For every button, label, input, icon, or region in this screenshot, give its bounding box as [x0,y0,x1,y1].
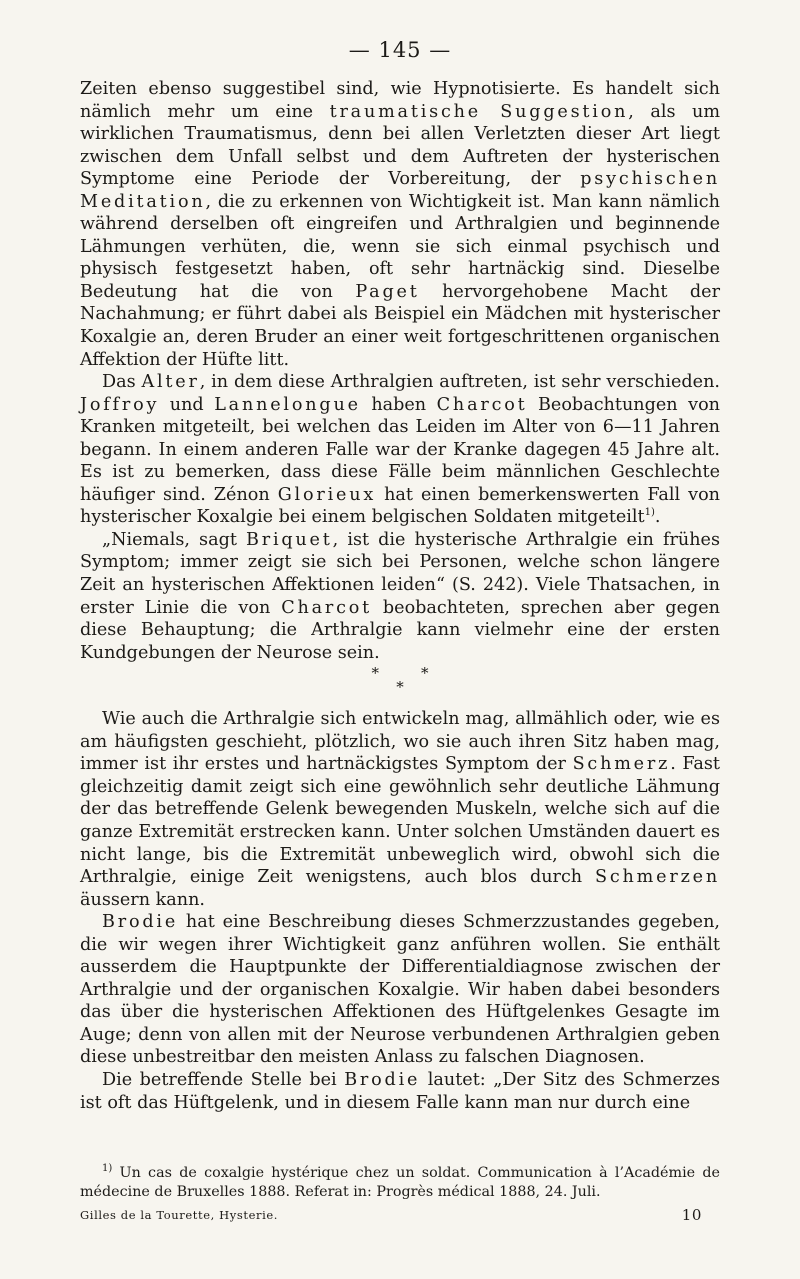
body-text [80,78,720,1114]
text-run: lautet: „Der Sitz des Schmerzes ist oft das Hüftgelenk, und in diesem Falle kann man nur durch eine [80,1069,720,1113]
page-number: — 145 — [348,38,452,62]
spaced-name: Paget [355,281,420,302]
spaced-name: Brodie [102,912,179,933]
paragraph [80,529,720,664]
spaced-name: traumatische Suggestion [329,101,629,122]
sheet-number: 10 [681,1206,702,1224]
paragraph [80,78,720,371]
spaced-name: Schmerz [572,754,671,775]
spaced-name: Charcot [436,394,528,415]
text-run: , ist die hysterische Arthralgie ein frühes Symptom; immer zeigt sie sich bei Personen, welche schon längere Zeit an hysterischen Affektionen leiden“ (S. 242). Viele Thatsachen, in erster Linie die von [80,529,720,618]
text-run: Zeiten ebenso suggestibel sind, wie Hypnotisierte. Es handelt sich nämlich mehr um eine [80,79,720,122]
text-run: , die zu erkennen von Wichtigkeit ist. Man kann nämlich während derselben oft eingreifen und Arthralgien und beginnende Lähmungen verhüten, die, wenn sie sich einmal psychisch und physisch festgesetzt haben, oft sehr hartnäckig sind. Dieselbe Bedeutung hat die von [80,191,720,302]
text-run: und [159,394,215,415]
text-run: , als um wirklichen Traumatismus, denn bei allen Verletzten dieser Art liegt zwischen dem Unfall selbst und dem Auftreten der hysterischen Symptome eine Periode der Vorbereitung, der [80,101,720,190]
text-run: haben [360,394,437,415]
spaced-name: Charcot [281,597,372,618]
spaced-name: Lannelongue [214,394,361,415]
spaced-name: Glorieux [277,484,377,505]
paragraph [80,708,720,911]
text-run: Beobachtungen von Kranken mitgeteilt, bei welchen das Leiden im Alter von 6—11 Jahren begann. In einem anderen Falle war der Kranke dagegen 45 Jahre alt. Es ist zu bemerken, dass diese Fälle beim männlichen Geschlechte häufiger sind. Zénon [80,394,720,505]
asterisk-row: * [396,678,404,697]
signature-text: Gilles de la Tourette, Hysterie. [80,1208,279,1222]
spaced-name: Alter [141,372,200,393]
text-run: Das [102,372,142,393]
text-run: Wie auch die Arthralgie sich entwickeln mag, allmählich oder, wie es am häufigsten geschieht, plötzlich, wo sie auch ihren Sitz haben mag, immer ist ihr erstes und hartnäckigstes Symptom der [80,709,720,775]
text-run: „Niemals, sagt [102,529,246,550]
spaced-name: Joffroy [80,394,160,415]
section-divider-asterisks [80,664,720,697]
footnote-mark: 1) [102,1163,113,1175]
asterisk-row: ** [371,664,471,683]
text-run: Die betreffende Stelle bei [102,1069,345,1090]
footnote [80,1164,720,1202]
spaced-name: Brodie [344,1069,421,1090]
spaced-name: Briquet [246,529,333,550]
text-run: . Fast gleichzeitig damit zeigt sich eine gewöhnlich sehr deutliche Lähmung der das betreffende Gelenk bewegenden Muskeln, welche sich auf die ganze Extremität erstrecken kann. Unter solchen Umständen dauert es nicht lange, bis die Extremität unbeweglich wird, obwohl sich die Arthralgie, einige Zeit wenigstens, auch blos durch [80,754,720,888]
spaced-name: psychischen Meditation [80,169,720,212]
text-run: . [654,507,661,528]
paragraph [80,911,720,1069]
paragraph [80,371,720,529]
footnote-text: Un cas de coxalgie hystérique chez un soldat. Communication à l’Académie de médecine de Bruxelles 1888. Referat in: Progrès médical 1888, 24. Juli. [80,1165,720,1200]
text-run: äussern kann. [80,889,206,910]
text-run: hat eine Beschreibung dieses Schmerzzustandes gegeben, die wir wegen ihrer Wichtigkeit ganz anführen wollen. Sie enthält ausserdem die Hauptpunkte der Differentialdiagnose zwischen der Arthralgie und der organischen Koxalgie. Wir haben dabei besonders das über die hysterischen Affektionen des Hüftgelenkes Gesagte im Auge; denn von allen mit der Neurose verbundenen Arthralgien geben diese unbestreitbar den meisten Anlass zu falschen Diagnosen. [80,912,720,1068]
text-run: , in dem diese Arthralgien auftreten, ist sehr verschieden. [199,372,721,393]
printer-signature [80,1208,720,1222]
footnote-paragraph [80,1164,720,1202]
paragraph [80,1069,720,1114]
text-run: hat einen bemerkenswerten Fall von hysterischer Koxalgie bei einem belgischen Soldaten mitgeteilt [80,484,720,528]
spaced-name: Schmerzen [595,867,720,888]
text-run: beobachteten, sprechen aber gegen diese Behauptung; die Arthralgie kann vielmehr eine der ersten Kundgebungen der Neurose sein. [80,597,720,663]
footnote-reference: 1) [644,507,655,519]
text-run: hervorgehobene Macht der Nachahmung; er führt dabei als Beispiel ein Mädchen mit hysterischer Koxalgie an, deren Bruder an einer weit fortgeschrittenen organischen Affektion der Hüfte litt. [80,281,720,370]
